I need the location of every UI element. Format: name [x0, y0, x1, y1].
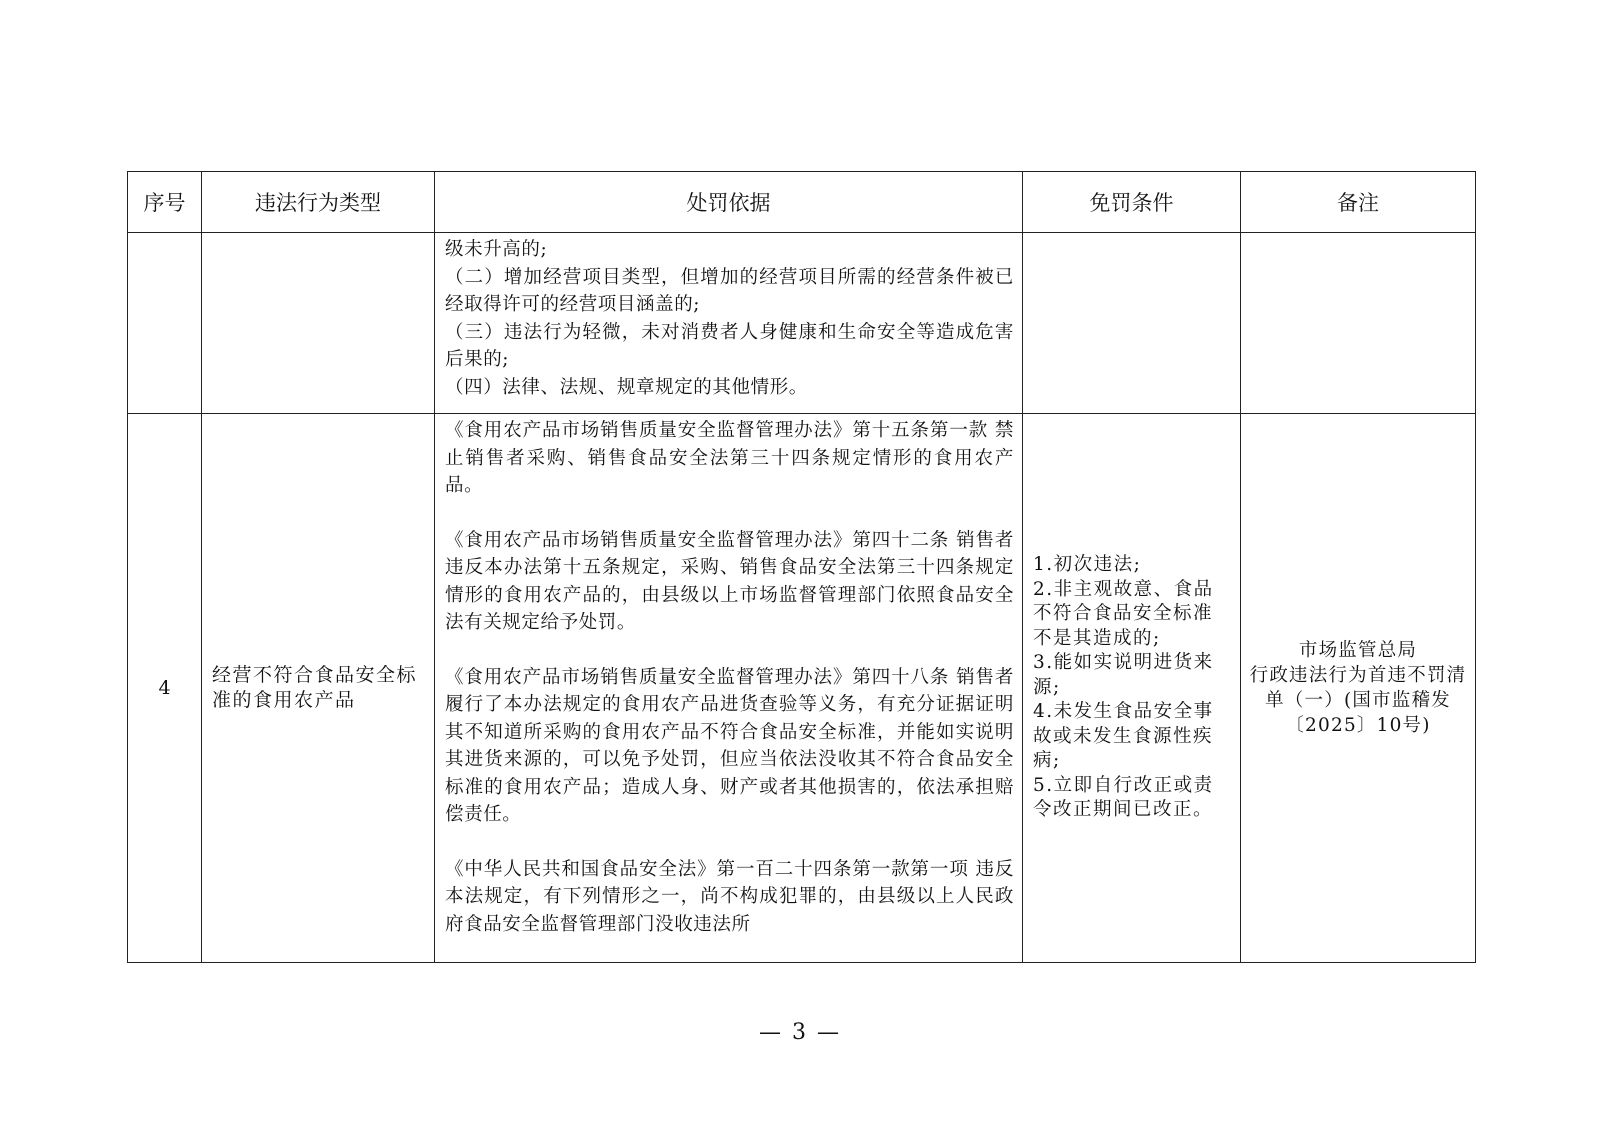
cell-number: 4	[128, 414, 202, 963]
cell-remarks	[1241, 414, 1476, 963]
condition-item: 1.初次违法;	[1033, 554, 1142, 576]
header-violation-type: 违法行为类型	[202, 172, 435, 233]
basis-line: （四）法律、法规、规章规定的其他情形。	[445, 376, 808, 398]
header-remarks: 备注	[1241, 172, 1476, 233]
basis-paragraph: 《食用农产品市场销售质量安全监督管理办法》第十五条第一款 禁止销售者采购、销售食品安全法第三十四条规定情形的食用农产品。	[445, 420, 1014, 496]
page-number: — 3 —	[759, 1020, 841, 1045]
penalty-exemption-table	[127, 171, 1476, 963]
basis-paragraph: 《食用农产品市场销售质量安全监督管理办法》第四十二条 销售者违反本办法第十五条规定，采购、销售食品安全法第三十四条规定情形的食用农产品的，由县级以上市场监督管理部门依照食品安全法有关规定给予处罚。	[445, 529, 1014, 633]
header-number: 序号	[128, 172, 202, 233]
table-row-4	[128, 414, 1476, 963]
basis-line: （三）违法行为轻微，未对消费者人身健康和生命安全等造成危害后果的;	[445, 321, 1014, 370]
cell-remarks-empty	[1241, 233, 1476, 414]
cell-conditions-empty	[1023, 233, 1241, 414]
condition-item: 4.未发生食品安全事故或未发生食源性疾病;	[1033, 701, 1214, 772]
remark-line: 市场监管总局	[1298, 640, 1418, 661]
basis-paragraph: 《食用农产品市场销售质量安全监督管理办法》第四十八条 销售者履行了本办法规定的食用农产品进货查验等义务，有充分证据证明其不知道所采购的食用农产品不符合食品安全标准，并能如实说明其进货来源的，可以免予处罚，但应当依法没收其不符合食品安全标准的食用农产品；造成人身、财产或者其他损害的，依法承担赔偿责任。	[445, 666, 1014, 825]
cell-type-empty	[202, 233, 435, 414]
condition-item: 3.能如实说明进货来源;	[1033, 652, 1214, 698]
basis-line: 级未升高的;	[445, 239, 548, 260]
table-header-row	[128, 172, 1476, 233]
header-penalty-basis: 处罚依据	[435, 172, 1023, 233]
cell-violation-type: 经营不符合食品安全标准的食用农产品	[202, 414, 435, 963]
header-exemption-conditions: 免罚条件	[1023, 172, 1241, 233]
table-row-continuation	[128, 233, 1476, 414]
cell-penalty-basis	[435, 414, 1023, 963]
remark-line: 行政违法行为首违不罚清单（一）(国市监稽发〔2025〕10号)	[1249, 665, 1467, 736]
condition-item: 2.非主观故意、食品不符合食品安全标准不是其造成的;	[1033, 578, 1214, 649]
basis-paragraph: 《中华人民共和国食品安全法》第一百二十四条第一款第一项 违反本法规定，有下列情形之一，尚不构成犯罪的，由县级以上人民政府食品安全监督管理部门没收违法所	[445, 858, 1014, 935]
cell-number-empty	[128, 233, 202, 414]
basis-line: （二）增加经营项目类型，但增加的经营项目所需的经营条件被已经取得许可的经营项目涵盖的;	[445, 266, 1014, 315]
condition-item: 5.立即自行改正或责令改正期间已改正。	[1033, 774, 1214, 821]
cell-exemption-conditions	[1023, 414, 1241, 963]
cell-basis-continuation	[435, 233, 1023, 414]
